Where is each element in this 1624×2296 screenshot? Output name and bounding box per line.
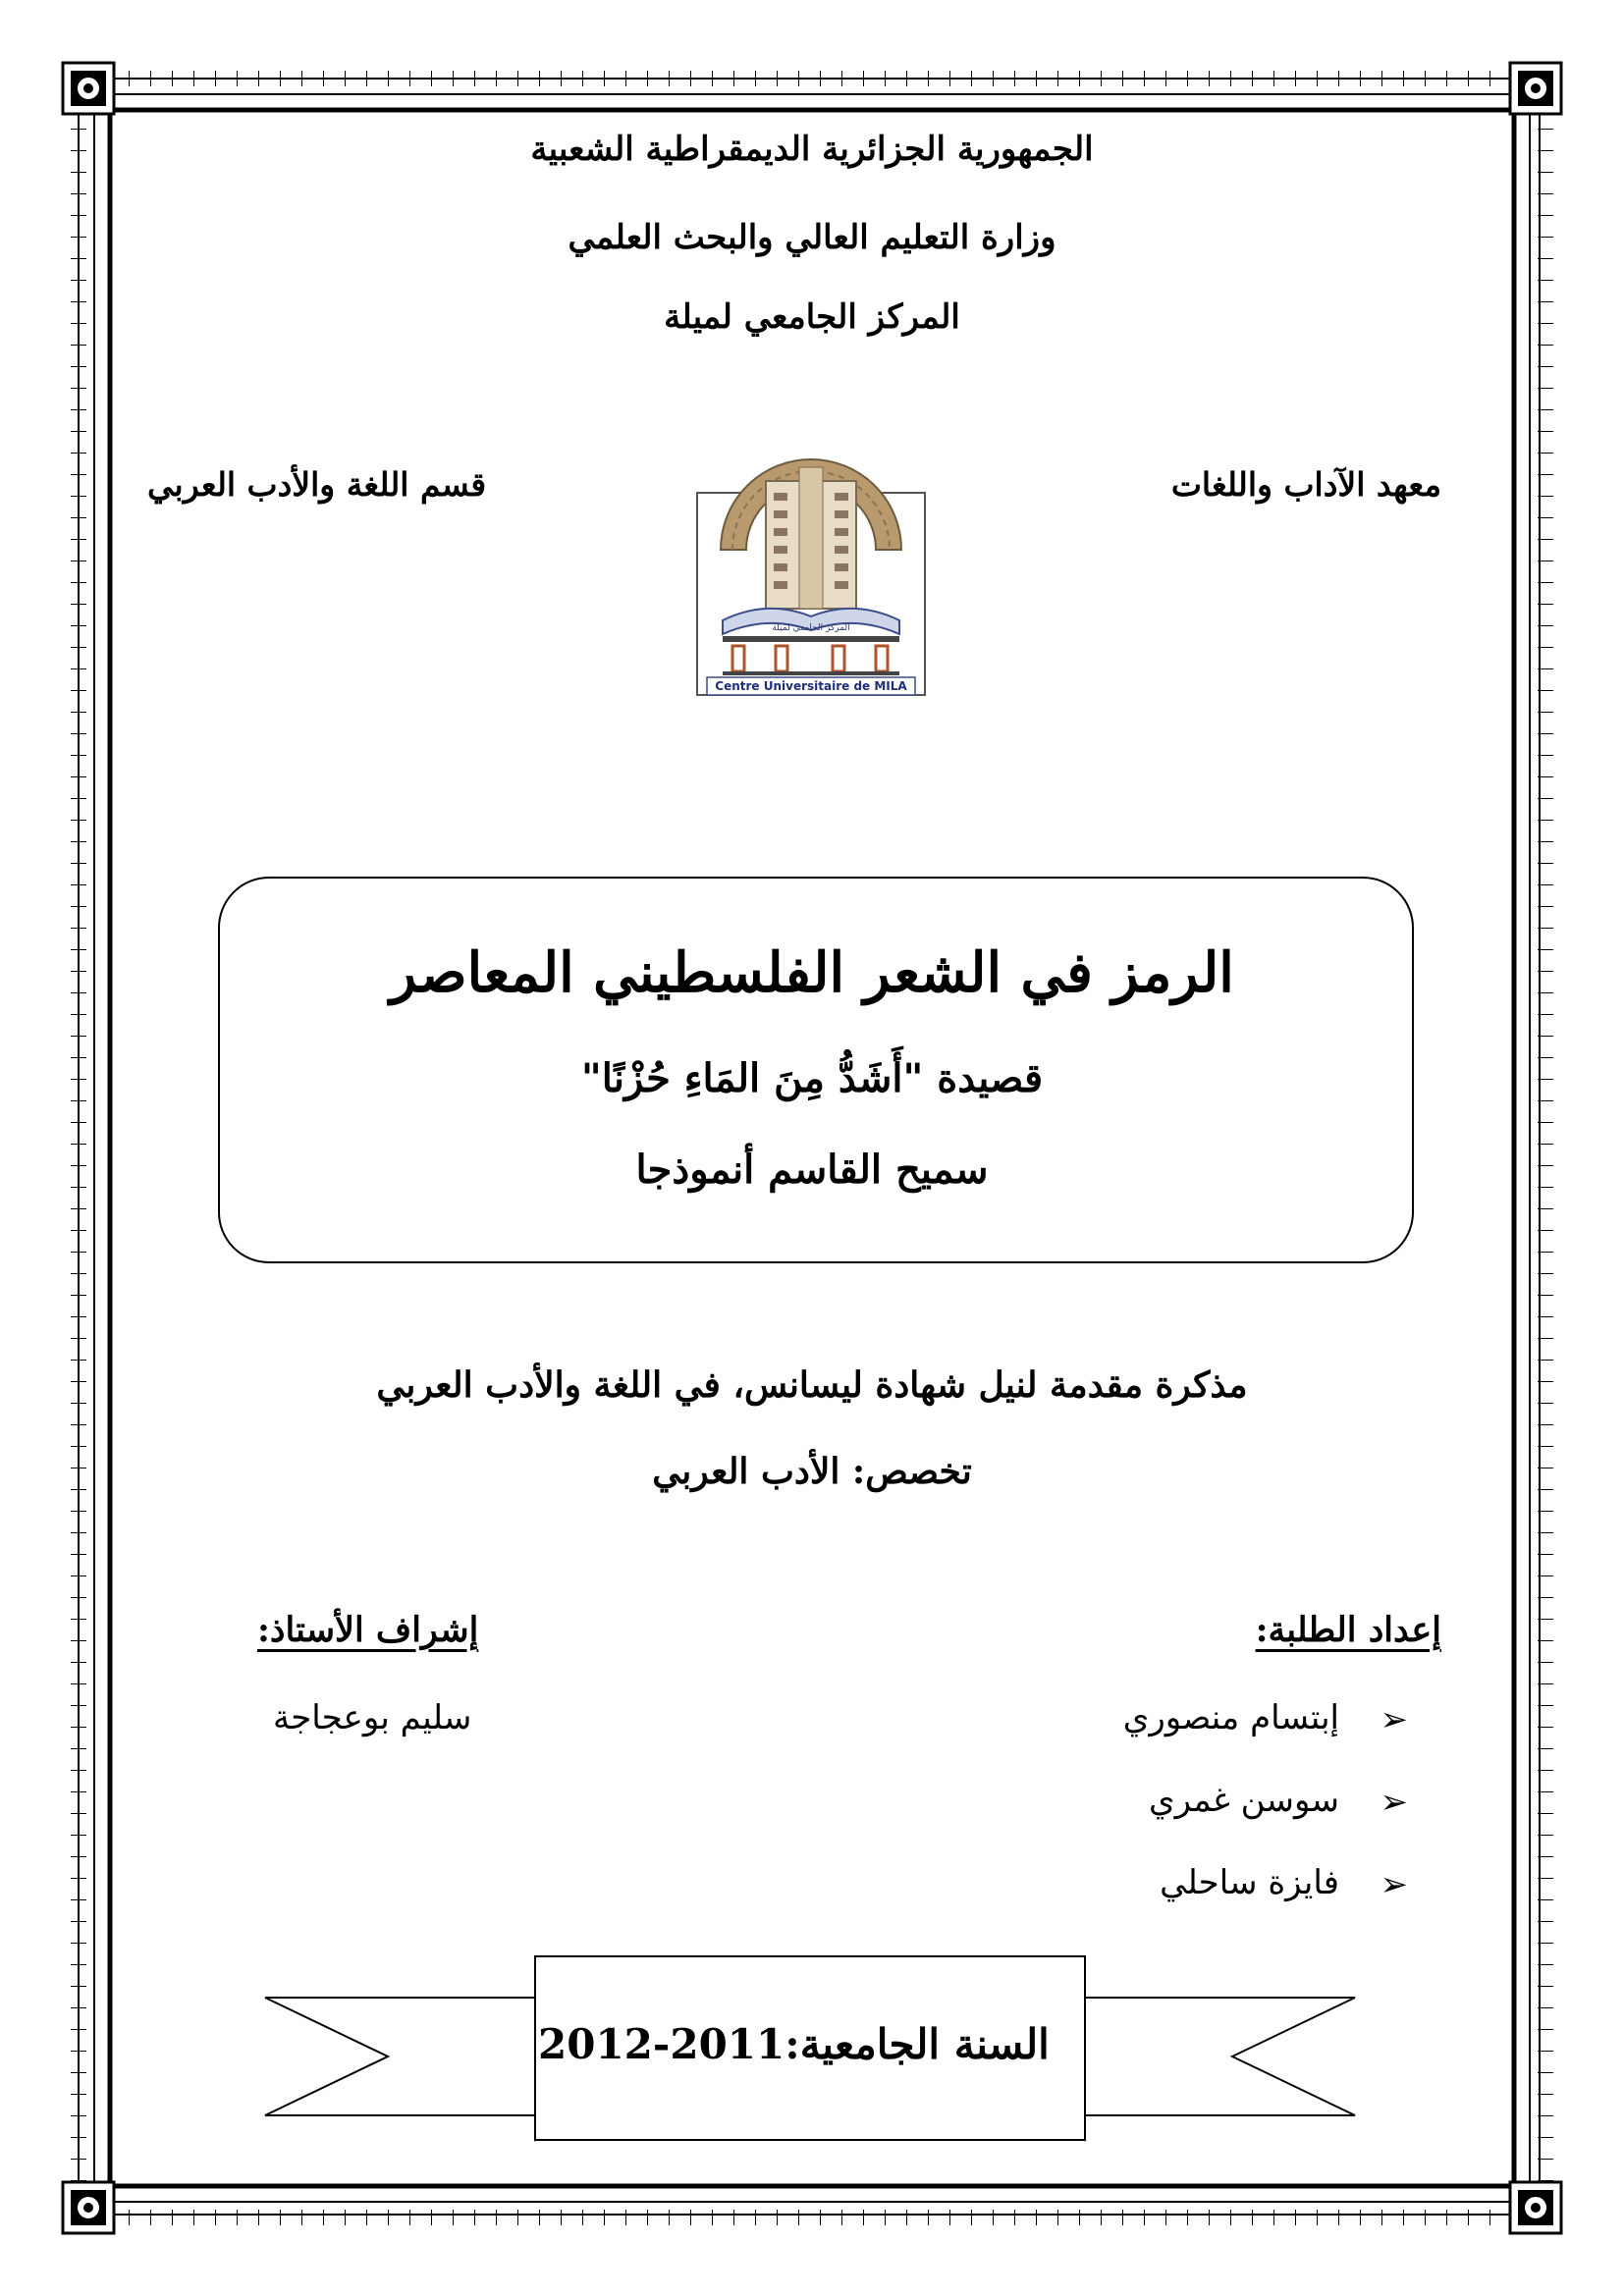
corner-ornament-tr — [1510, 63, 1561, 114]
corner-ornament-br — [1510, 2182, 1561, 2233]
specialization: تخصص: الأدب العربي — [652, 1451, 972, 1492]
academic-year: السنة الجامعية:2011-2012 — [538, 2020, 1050, 2068]
logo-arabic-label: المركز الجامعي لميلة — [772, 623, 850, 633]
memo-purpose: مذكرة مقدمة لنيل شهادة ليسانس، في اللغة والأدب العربي — [376, 1364, 1248, 1406]
arrow-bullet-icon: ➢ — [1380, 1865, 1408, 1904]
student-name-3: فايزة ساحلي — [1160, 1863, 1339, 1902]
arrow-bullet-icon: ➢ — [1380, 1700, 1408, 1739]
supervisor-name: سليم بوعجاجة — [273, 1698, 472, 1737]
republic-line: الجمهورية الجزائرية الديمقراطية الشعبية — [530, 130, 1094, 169]
institute-name: معهد الآداب واللغات — [1170, 465, 1441, 504]
ministry-line: وزارة التعليم العالي والبحث العلمي — [568, 218, 1056, 257]
poem-subtitle: قصيدة "أَشَدُّ مِنَ المَاءِ حُزْنًا" — [580, 1055, 1044, 1101]
arrow-bullet-icon: ➢ — [1380, 1783, 1408, 1822]
supervisor-label: إشراف الأستاذ: — [257, 1610, 479, 1650]
university-logo — [693, 402, 929, 697]
department-name: قسم اللغة والأدب العربي — [147, 465, 487, 504]
poet-model: سميح القاسم أنموذجا — [635, 1147, 989, 1193]
students-label: إعداد الطلبة: — [1255, 1610, 1441, 1650]
student-name-1: إبتسام منصوري — [1122, 1698, 1339, 1737]
logo-caption: Centre Universitaire de MILA — [715, 679, 907, 693]
thesis-title: الرمز في الشعر الفلسطيني المعاصر — [390, 940, 1234, 1005]
university-center-line: المركز الجامعي لميلة — [664, 297, 960, 337]
corner-ornament-bl — [63, 2182, 114, 2233]
corner-ornament-tl — [63, 63, 114, 114]
student-name-2: سوسن غمري — [1148, 1781, 1339, 1820]
